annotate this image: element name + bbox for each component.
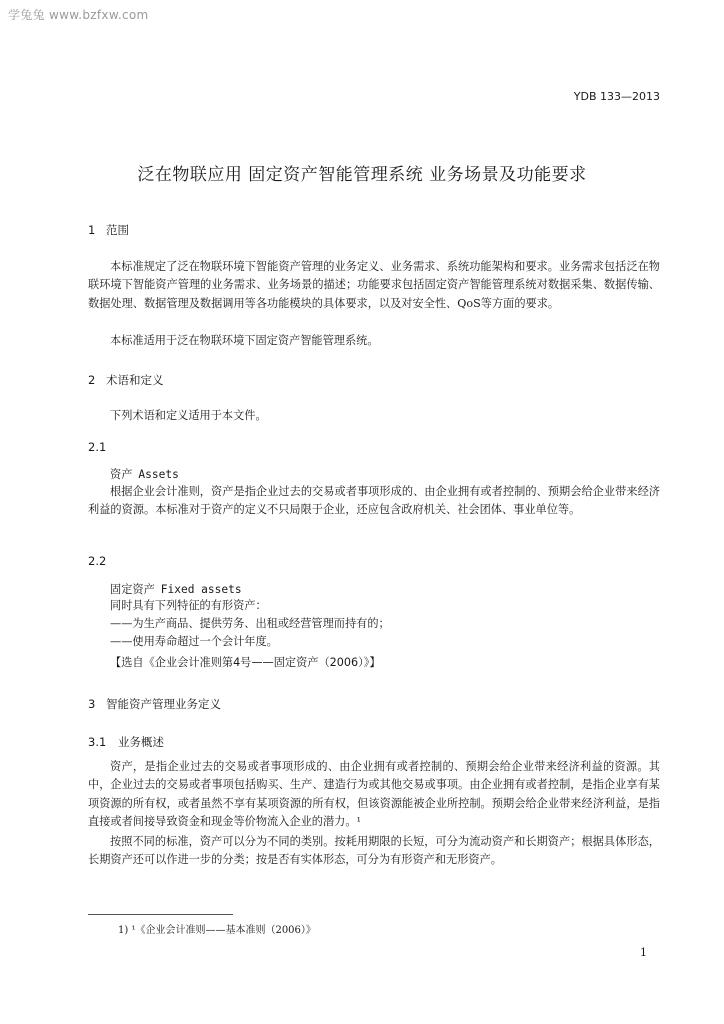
section-2-heading — [88, 372, 164, 388]
scope-paragraph-2: 本标准适用于泛在物联环境下固定资产智能管理系统。 — [110, 334, 379, 347]
scope-paragraph-1: 本标准规定了泛在物联环境下智能资产管理的业务定义、业务需求、系统功能架构和要求。业务需求包括泛在物联环境下智能资产管理的业务需求、业务场景的描述；功能要求包括固定资产智能管理系统对数据采集、数据传输、数据处理、数据管理及数据调用等各功能模块的具体要求，以及对安全性、QoS等方面的要求。 — [88, 260, 660, 310]
section-3-heading — [88, 696, 221, 712]
footnote: 1) ¹《企业会计准则——基本准则（2006）》 — [118, 925, 316, 936]
clause-2-1-number: 2.1 — [88, 440, 107, 454]
term-cn: 固定资产 — [110, 583, 155, 596]
term-en: Fixed assets — [160, 583, 242, 596]
section-number: 3 — [88, 697, 96, 711]
assets-definition: 根据企业会计准则，资产是指企业过去的交易或者事项形成的、由企业拥有或者控制的、预期会给企业带来经济利益的资源。本标准对于资产的定义不只局限于企业，还应包含政府机关、社会团体、事业单位等。 — [88, 485, 660, 517]
fixed-assets-line-2: ——为生产商品、提供劳务、出租或经营管理而持有的； — [110, 617, 390, 630]
term-en: Assets — [138, 468, 179, 481]
term-fixed-assets — [110, 581, 242, 597]
section-title: 范围 — [106, 223, 129, 237]
section-number: 3.1 — [88, 735, 107, 749]
clause-2-2-number: 2.2 — [88, 554, 107, 568]
overview-paragraph-1: 资产，是指企业过去的交易或者事项形成的、由企业拥有或者控制的、预期会给企业带来经济利益的资源。其中，企业过去的交易或者事项包括购买、生产、建造行为或其他交易或事项。由企业拥有或者控制，是指企业享有某项资源的所有权，或者虽然不享有某项资源的所有权，但该资源能被企业所控制。预期会给企业带来经济利益，是指直接或者间接导致资金和现金等价物流入企业的潜力。¹ — [88, 760, 660, 829]
section-title: 业务概述 — [118, 735, 164, 749]
document-title: 泛在物联应用 固定资产智能管理系统 业务场景及功能要求 — [137, 165, 587, 185]
fixed-assets-line-1: 同时具有下列特征的有形资产： — [110, 599, 267, 612]
overview-paragraph-2: 按照不同的标准，资产可以分为不同的类别。按耗用期限的长短，可分为流动资产和长期资产；根据具体形态，长期资产还可以作进一步的分类；按是否有实体形态，可分为有形资产和无形资产。 — [88, 835, 660, 867]
term-assets — [110, 466, 179, 482]
term-cn: 资产 — [110, 468, 133, 481]
page-number: 1 — [640, 946, 647, 959]
watermark: 学兔兔 www.bzfxw.com — [8, 8, 149, 22]
footnote-separator — [88, 914, 233, 915]
fixed-assets-line-3: ——使用寿命超过一个会计年度。 — [110, 635, 278, 648]
clause-3-1-heading — [88, 734, 164, 750]
definition-source: 【选自《企业会计准则第4号——固定资产（2006）》】 — [110, 656, 381, 669]
standard-code: YDB 133—2013 — [573, 90, 660, 103]
section-number: 1 — [88, 223, 96, 237]
section-title: 智能资产管理业务定义 — [106, 697, 221, 711]
section-title: 术语和定义 — [106, 373, 164, 387]
section-number: 2 — [88, 373, 96, 387]
terms-intro: 下列术语和定义适用于本文件。 — [110, 409, 267, 422]
section-1-heading — [88, 222, 129, 238]
